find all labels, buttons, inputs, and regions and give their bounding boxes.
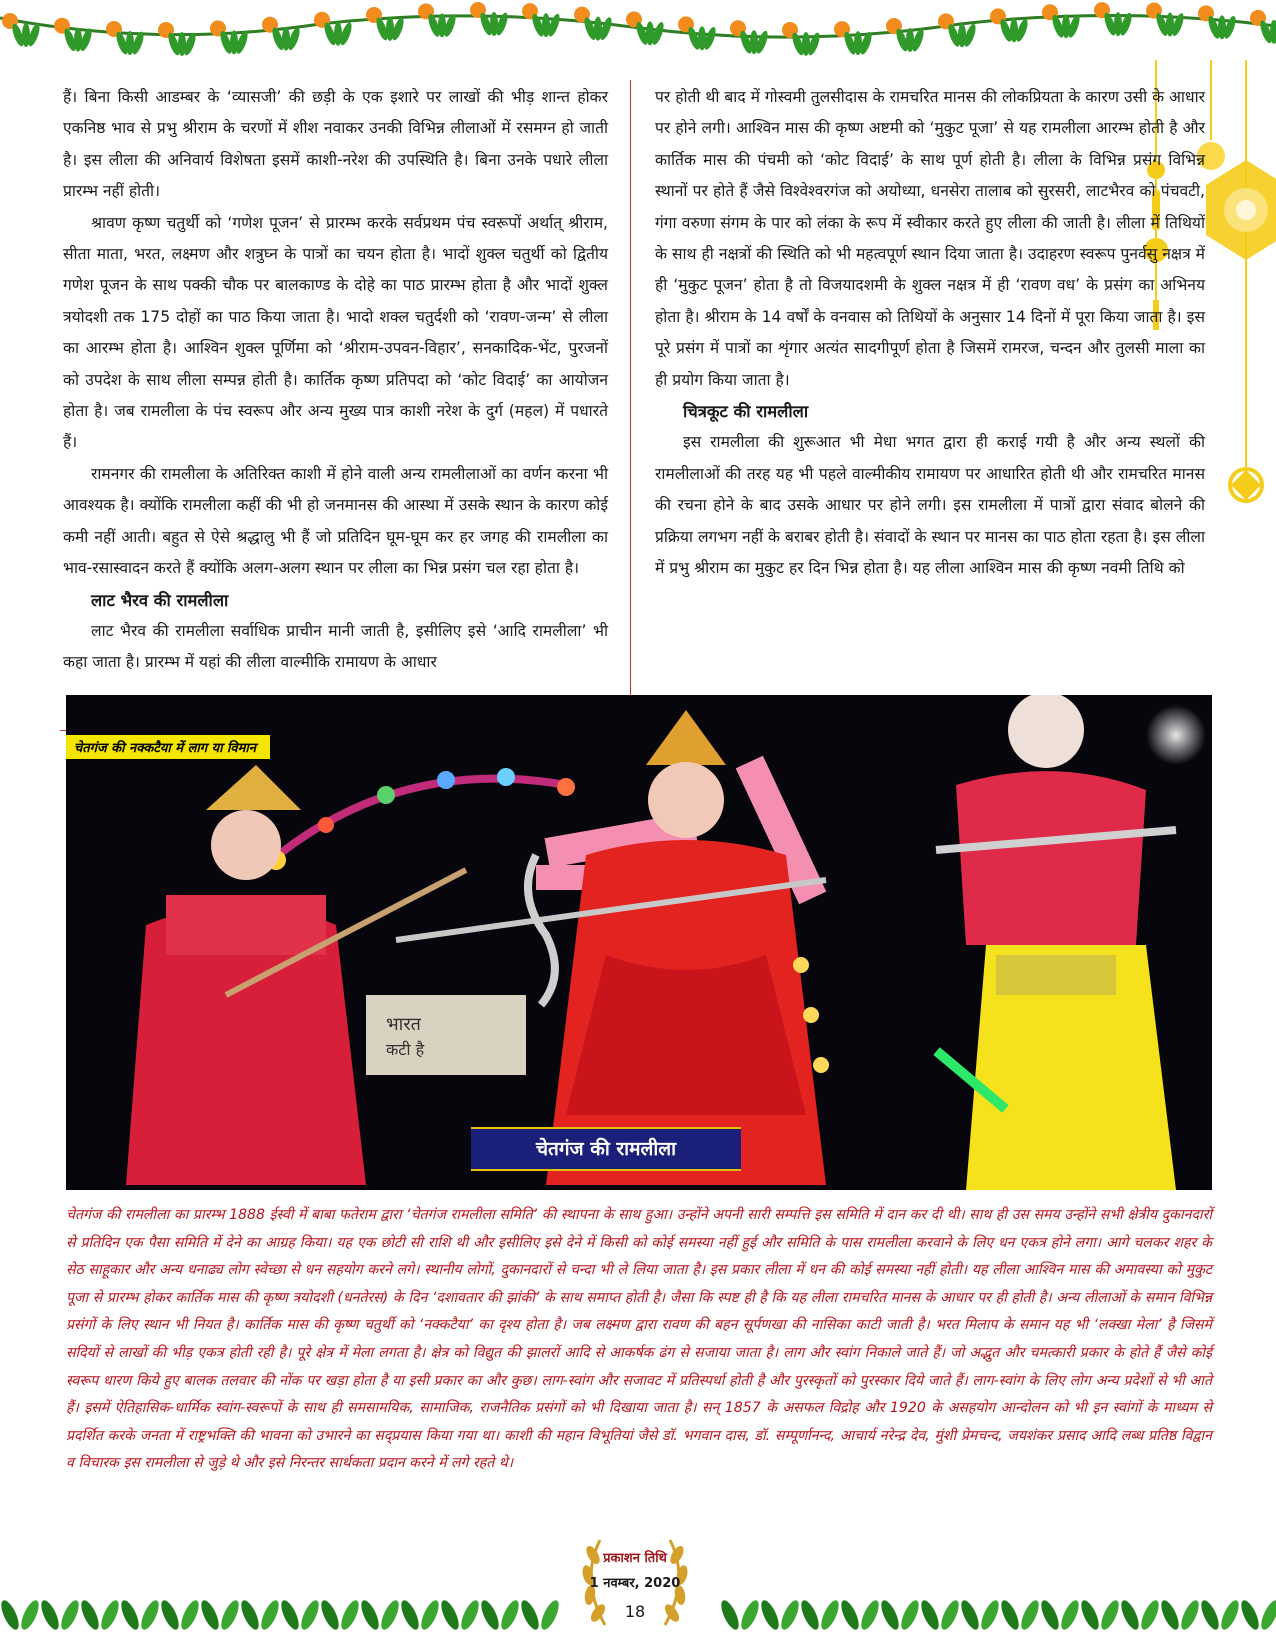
left-paragraph-3: रामनगर की रामलीला के अतिरिक्त काशी में होने वाली अन्य रामलीलाओं का वर्णन करना भी आवश्यक है। क्योंकि रामलीला कहीं की भी हो जनमानस की आस्था में उसके स्थान के कारण कोई कमी नहीं आती। बहुत से ऐसे श्रद्धालु भी हैं जो प्रतिदिन घूम-घूम कर हर जगह की रामलीला का भाव-रसास्वादन करते हैं क्योंकि अलग-अलग स्थान पर लीला का भिन्न प्रसंग चल रहा होता है। [63, 464, 608, 578]
garland-leaf [158, 1598, 182, 1632]
garland-leaf [338, 1598, 362, 1632]
garland-leaf [438, 1598, 462, 1632]
column-divider [630, 80, 631, 730]
garland-leaf [878, 1598, 902, 1632]
garland-leaf [98, 1598, 122, 1632]
left-paragraph-1: हैं। बिना किसी आडम्बर के ‘व्यासजी’ की छड़ी के एक इशारे पर लाखों की भीड़ शान्त होकर एकनिष्ठ भाव से प्रभु श्रीराम के चरणों में शीश नवाकर उनकी विभिन्न लीलाओं में रसमग्न हो जाती है। इस लीला की अनिवार्य विशेषता इसमें काशी-नरेश की उपस्थिति है। बिना उनके पधारे लीला प्रारम्भ नहीं होती। [63, 88, 608, 201]
garland-leaf [778, 1598, 802, 1632]
garland-leaf [1178, 1598, 1202, 1632]
garland-leaf [958, 1598, 982, 1632]
garland-leaf [1158, 1598, 1182, 1632]
publication-label: प्रकाशन तिथि [603, 1551, 667, 1566]
section-heading-chitrakoot: चित्रकूट की रामलीला [683, 402, 809, 422]
garland-leaf [118, 1598, 142, 1632]
garland-leaf [1078, 1598, 1102, 1632]
photo-caption: चेतगंज की रामलीला [471, 1127, 741, 1171]
garland-leaf [238, 1598, 262, 1632]
garland-leaf [58, 1598, 82, 1632]
garland-leaf [1058, 1598, 1082, 1632]
garland-leaf [858, 1598, 882, 1632]
garland-leaf [198, 1598, 222, 1632]
section-heading-lat-bhairav: लाट भैरव की रामलीला [91, 590, 229, 610]
garland-leaf [498, 1598, 522, 1632]
garland-leaf [1118, 1598, 1142, 1632]
left-text-column [63, 82, 608, 679]
garland-leaf [1098, 1598, 1122, 1632]
garland-leaf [278, 1598, 302, 1632]
garland-leaf [258, 1598, 282, 1632]
top-garland-decoration [0, 0, 1276, 70]
garland-leaf [518, 1598, 542, 1632]
garland-leaf [898, 1598, 922, 1632]
garland-leaf [1218, 1598, 1242, 1632]
ramleela-photograph [66, 695, 1212, 1190]
garland-leaf [358, 1598, 382, 1632]
garland-leaf [38, 1598, 62, 1632]
publication-date: 1 नवम्बर, 2020 [589, 1576, 681, 1591]
left-paragraph-2: श्रावण कृष्ण चतुर्थी को ‘गणेश पूजन’ से प्रारम्भ करके सर्वप्रथम पंच स्वरूपों अर्थात् श्रीराम, सीता माता, भरत, लक्ष्मण और शत्रुघ्न के पात्रों का चयन होता है। भादों शुक्ल चतुर्थी को द्वितीय गणेश पूजन के साथ पक्की चौक पर बालकाण्ड के दोहे का पाठ प्रारम्भ होता है और भादों शुक्ल त्रयोदशी तक 175 दोहों का पाठ किया जाता है। भादो शक्ल चतुर्दशी को ‘रावण-जन्म’ से लीला का आरम्भ होता है। आश्विन शुक्ल पूर्णिमा को ‘श्रीराम-उपवन-विहार’, सनकादिक-भेंट, पुरजनों को उपदेश के साथ लीला सम्पन्न होती है। कार्तिक कृष्ण प्रतिपदा को ‘कोट विदाई’ का आयोजन होता है। जब रामलीला के पंच स्वरूप और अन्य मुख्य पात्र काशी नरेश के दुर्ग (महल) में पधारते हैं। [63, 213, 608, 452]
photo-tag: चेतगंज की नक्कटैया में लाग या विमान [66, 735, 270, 759]
garland-leaf [718, 1598, 742, 1632]
right-text-column [655, 82, 1205, 585]
garland-leaf [0, 1598, 22, 1632]
garland-leaf [798, 1598, 822, 1632]
garland-leaf [478, 1598, 502, 1632]
garland-leaf [838, 1598, 862, 1632]
garland-leaf [218, 1598, 242, 1632]
garland-leaf [818, 1598, 842, 1632]
garland-leaf [178, 1598, 202, 1632]
garland-leaf [1198, 1598, 1222, 1632]
garland-leaf [1238, 1598, 1262, 1632]
garland-leaf [1258, 1598, 1276, 1632]
right-paragraph-1: पर होती थी बाद में गोस्वमी तुलसीदास के रामचरित मानस की लोकप्रियता के कारण उसी के आधार पर होने लगी। आश्विन मास की कृष्ण अष्टमी को ‘मुकुट पूजा’ से यह रामलीला आरम्भ होती है और कार्तिक मास की पंचमी को ‘कोट विदाई’ के साथ पूर्ण होती है। लीला के विभिन्न प्रसंग विभिन्न स्थानों पर होते हैं जैसे विश्वेश्वरगंज को अयोध्या, धनसेरा तालाब को सुरसरी, लाटभैरव को पंचवटी, गंगा वरुणा संगम के पार को लंका के रूप में स्वीकार करते हुए लीला की जाती है। लीला में तिथियों के साथ ही नक्षत्रों की स्थिति को भी महत्वपूर्ण स्थान दिया जाता है। उदाहरण स्वरूप पुनर्वसु नक्षत्र में ही ‘मुकुट पूजन’ होता है तो विजयादशमी के शुक्ल नक्षत्र में ही ‘रावण वध’ के प्रसंग का अभिनय होता है। श्रीराम के 14 वर्षों के वनवास को तिथियों के अनुसार 14 दिनों में पूरा किया जाता है। इस पूरे प्रसंग में पात्रों का शृंगार अत्यंत सादगीपूर्ण होता है जिसमें रामरज, चन्दन और तुलसी माला का ही प्रयोग किया जाता है। [655, 88, 1205, 389]
garland-leaf [378, 1598, 402, 1632]
garland-leaf [318, 1598, 342, 1632]
garland-leaf [538, 1598, 562, 1632]
left-paragraph-4: लाट भैरव की रामलीला सर्वाधिक प्राचीन मानी जाती है, इसीलिए इसे ‘आदि रामलीला’ भी कहा जाता है। प्रारम्भ में यहां की लीला वाल्मीकि रामायण के आधार [63, 621, 608, 672]
garland-leaf [998, 1598, 1022, 1632]
garland-leaf [458, 1598, 482, 1632]
garland-leaf [978, 1598, 1002, 1632]
chetganj-story-text: चेतगंज की रामलीला का प्रारम्भ 1888 ईस्वी में बाबा फतेराम द्वारा ‘चेतगंज रामलीला समिति’ की स्थापना के साथ हुआ। उन्होंने अपनी सारी सम्पत्ति इस समिति में दान कर दी थी। साथ ही उस समय उन्होंने सभी क्षेत्रीय दुकानदारों से प्रतिदिन एक पैसा समिति में देने का आग्रह किया। यह एक छोटी सी राशि थी और इसीलिए इसे देने में किसी को कोई समस्या नहीं हुई और समिति के पास रामलीला करवाने के लिए धन एकत्र होने लगा। आगे चलकर शहर के सेठ साहूकार और अन्य धनाढ्य लोग स्वेच्छा से धन सहयोग करने लगे। स्थानीय लोगों, दुकानदारों से चन्दा भी ले लिया जाता है। इस प्रकार लीला में धन की कोई समस्या नहीं होती। यह लीला आश्विन मास की अमावस्या को मुकुट पूजा से प्रारम्भ होकर कार्तिक मास की कृष्ण त्रयोदशी (धनतेरस) के दिन ‘दशावतार की झांकी’ के साथ समाप्त होती है। जैसा कि स्पष्ट ही है कि यह लीला रामचरित मानस के आधार पर ही होती है। अन्य लीलाओं के समान विभिन्न प्रसंगों के लिए स्थान भी नियत है। कार्तिक मास की कृष्ण चतुर्थी को ‘नक्कटैया’ का दृश्य होता है। जब लक्ष्मण द्वारा रावण की बहन सूर्पणखा की नासिका काटी जाती है। भरत मिलाप के समान यह भी ‘लक्खा मेला’ है जिसमें सदियों से लाखों की भीड़ एकत्र होती रही है। पूरे क्षेत्र में मेला लगता है। क्षेत्र को विद्युत की झालरों आदि से आकर्षक ढंग से सजाया जाता है। लाग और स्वांग निकाले जाते हैं। जो अद्भुत और चमत्कारी प्रकार के होते हैं जैसे कोई स्वरूप धारण किये हुए बालक तलवार की नोंक पर खड़ा होता है या इसी प्रकार का और कुछ। लाग-स्वांग और सजावट में प्रतिस्पर्धा होती है और पुरस्कृतों को पुरस्कार दिये जाते हैं। लाग-स्वांग के लिए लोग अन्य प्रदेशों से भी आते हैं। इसमें ऐतिहासिक-धार्मिक स्वांग-स्वरूपों के साथ ही समसामयिक, सामाजिक, राजनैतिक प्रसंगों को भी दिखाया जाता है। सन् 1857 के असफल विद्रोह और 1920 के असहयोग आन्दोलन को भी इन स्वांगों के माध्यम से प्रदर्शित करके जनता में राष्ट्रभक्ति की भावना को उभारने का सद्प्रयास किया गया था। काशी की महान विभूतियां जैसे डॉ. भगवान दास, डॉ. सम्पूर्णानन्द, आचार्य नरेन्द्र देव, मुंशी प्रेमचन्द, जयशंकर प्रसाद आदि लब्ध प्रतिष्ठ विद्वान व विचारक इस रामलीला से जुड़े थे और इसे निरन्तर सार्थकता प्रदान करने में लगे रहते थे। [66, 1207, 1212, 1472]
publication-date-badge [560, 1520, 710, 1645]
right-paragraph-2: इस रामलीला की शुरूआत भी मेधा भगत द्वारा ही कराई गयी है और अन्य स्थलों की रामलीलाओं की तरह यह भी पहले वाल्मीकीय रामायण पर आधारित होती थी और रामचरित मानस की रचना होने के बाद उसके आधार पर होने लगी। इस रामलीला में पात्रों द्वारा संवाद बोलने की प्रक्रिया लगभग नहीं के बराबर होती है। संवादों के स्थान पर मानस का पाठ होता रहता है। इस लीला में प्रभु श्रीराम का मुकुट हर दिन भिन्न होता है। यह लीला आश्विन मास की कृष्ण नवमी तिथि को [655, 433, 1205, 578]
banner-text-1: भारत [386, 1014, 421, 1035]
garland-leaf [918, 1598, 942, 1632]
garland-leaf [298, 1598, 322, 1632]
page-number: 18 [624, 1602, 646, 1621]
garland-leaf [1138, 1598, 1162, 1632]
garland-leaf [738, 1598, 762, 1632]
garland-leaf [938, 1598, 962, 1632]
banner-text-2: कटी है [386, 1040, 425, 1059]
garland-leaf [1038, 1598, 1062, 1632]
garland-leaf [758, 1598, 782, 1632]
garland-leaf [18, 1598, 42, 1632]
garland-leaf [78, 1598, 102, 1632]
garland-leaf [398, 1598, 422, 1632]
garland-leaf [1018, 1598, 1042, 1632]
garland-leaf [418, 1598, 442, 1632]
garland-leaf [138, 1598, 162, 1632]
